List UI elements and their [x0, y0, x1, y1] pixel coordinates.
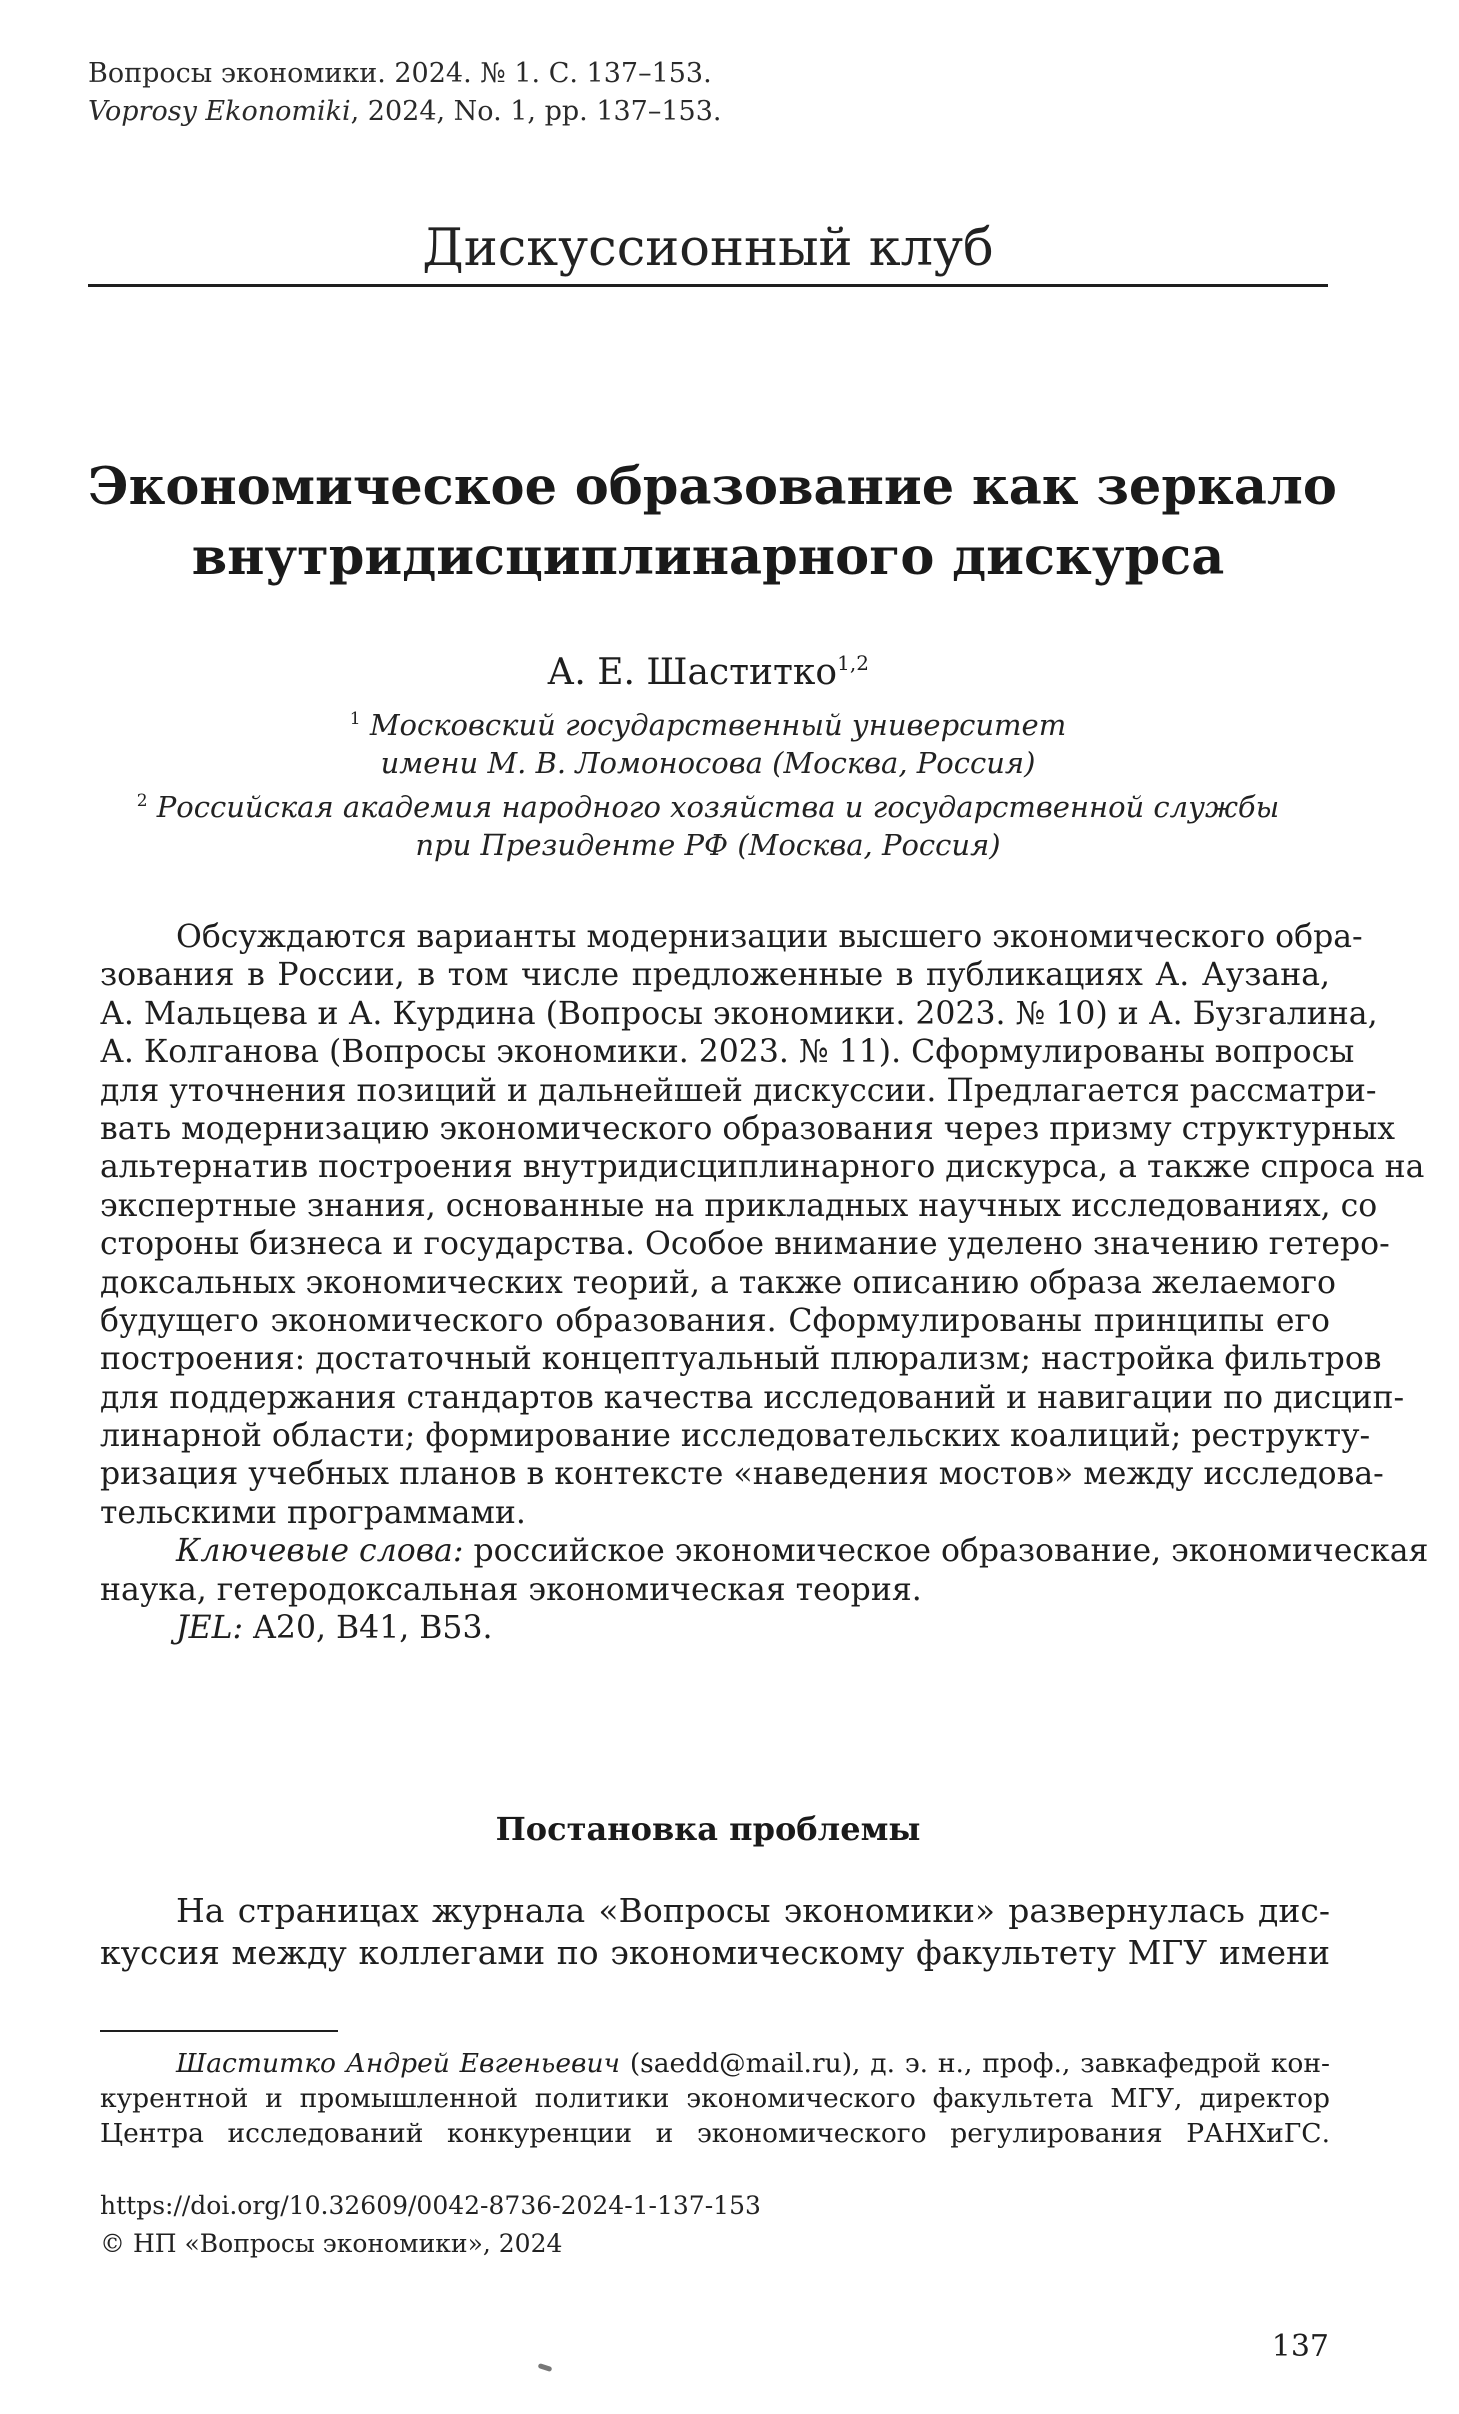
affiliation-2-line — [88, 782, 1328, 826]
abstract-line: вать модернизацию экономического образования через призму структурных — [100, 1110, 1396, 1147]
abstract-line: для уточнения позиций и дальнейшей дискуссии. Предлагается рассматри- — [100, 1072, 1377, 1109]
page-number: 137 — [1271, 2329, 1329, 2364]
affiliations — [88, 700, 1328, 864]
keywords-label: Ключевые слова: — [176, 1533, 464, 1570]
section-divider — [88, 284, 1328, 287]
abstract-line: зования в России, в том числе предложенные в публикациях А. Аузана, — [100, 957, 1330, 994]
body-line: На страницах журнала «Вопросы экономики» развернулась дис- — [176, 1891, 1330, 1930]
footnote-divider — [100, 2030, 338, 2032]
jel-label: JEL: — [176, 1610, 244, 1647]
affiliation-2-line: при Президенте РФ (Москва, Россия) — [415, 828, 1001, 862]
affiliation-2-mark: 2 — [136, 791, 148, 811]
abstract-line: альтернатив построения внутридисциплинарного дискурса, а также спроса на — [100, 1149, 1425, 1186]
abstract-line: А. Мальцева и А. Курдина (Вопросы экономики. 2023. № 10) и А. Бузгалина, — [100, 995, 1378, 1032]
abstract-line: доксальных экономических теорий, а также описанию образа желаемого — [100, 1264, 1336, 1301]
abstract-line: линарной области; формирование исследовательских коалиций; реструкту- — [100, 1418, 1371, 1455]
journal-en-title: Voprosy Ekonomiki — [88, 96, 351, 127]
abstract-line: экспертные знания, основанные на прикладных научных исследованиях, со — [100, 1187, 1378, 1224]
abstract-line: для поддержания стандартов качества исследований и навигации по дисцип- — [100, 1379, 1405, 1416]
author-name: А. Е. Шаститко — [547, 652, 838, 693]
affiliation-1-line — [88, 700, 1328, 744]
footnote-author-details: (saedd@mail.ru), д. э. н., проф., завкафедрой кон- — [620, 2048, 1330, 2079]
keywords-line — [100, 1532, 1429, 1570]
footnote-line: курентной и промышленной политики экономического факультета МГУ, директор — [100, 2083, 1330, 2114]
author-footnote — [100, 2046, 1330, 2151]
abstract-line: стороны бизнеса и государства. Особое внимание уделено значению гетеро- — [100, 1226, 1390, 1263]
jel-line — [100, 1609, 1330, 1647]
article-title — [88, 452, 1337, 592]
author-affiliation-marks: 1,2 — [837, 651, 869, 675]
affiliation-1-mark: 1 — [349, 709, 361, 729]
journal-citation-ru: Вопросы экономики. 2024. № 1. С. 137–153. — [88, 58, 712, 89]
section-heading: Постановка проблемы — [495, 1810, 921, 1848]
article-title-line: Экономическое образование как зеркало — [88, 457, 1337, 517]
abstract-line: А. Колганова (Вопросы экономики. 2023. № 11). Сформулированы вопросы — [100, 1034, 1355, 1071]
footnote-author-name: Шаститко Андрей Евгеньевич — [176, 2048, 621, 2079]
body-paragraph — [100, 1890, 1330, 1974]
copyright: © НП «Вопросы экономики», 2024 — [100, 2229, 563, 2258]
affiliation-1-text: Московский государственный университет — [369, 708, 1067, 742]
footnote-line: Центра исследований конкуренции и экономического регулирования РАНХиГС. — [100, 2118, 1330, 2149]
abstract-line: ризация учебных планов в контексте «наведения мостов» между исследова- — [100, 1456, 1384, 1493]
affiliation-2-text: Российская академия народного хозяйства и государственной службы — [156, 790, 1280, 824]
abstract-line: тельскими программами. — [100, 1494, 526, 1531]
scan-artifact — [538, 2363, 553, 2372]
author-line — [88, 640, 1328, 696]
jel-codes: A20, B41, B53. — [243, 1610, 493, 1647]
body-line: куссия между коллегами по экономическому факультету МГУ имени — [100, 1933, 1330, 1972]
doi-link[interactable]: https://doi.org/10.32609/0042-8736-2024-1-137-153 — [100, 2191, 761, 2220]
journal-citation-en — [88, 94, 721, 130]
section-title: Дискуссионный клуб — [422, 219, 994, 278]
affiliation-1-line: имени М. В. Ломоносова (Москва, Россия) — [380, 746, 1036, 780]
keywords-text: российское экономическое образование, экономическая — [463, 1533, 1429, 1570]
abstract-line: построения: достаточный концептуальный плюрализм; настройка фильтров — [100, 1341, 1382, 1378]
abstract-line: Обсуждаются варианты модернизации высшего экономического обра- — [176, 919, 1363, 955]
abstract-line: будущего экономического образования. Сформулированы принципы его — [100, 1302, 1330, 1339]
journal-en-details: , 2024, No. 1, pp. 137–153. — [350, 96, 722, 127]
article-title-line: внутридисциплинарного дискурса — [191, 527, 1225, 587]
keywords-line: наука, гетеродоксальная экономическая теория. — [100, 1571, 922, 1608]
footnote-line — [100, 2046, 1330, 2081]
abstract — [100, 918, 1429, 1647]
